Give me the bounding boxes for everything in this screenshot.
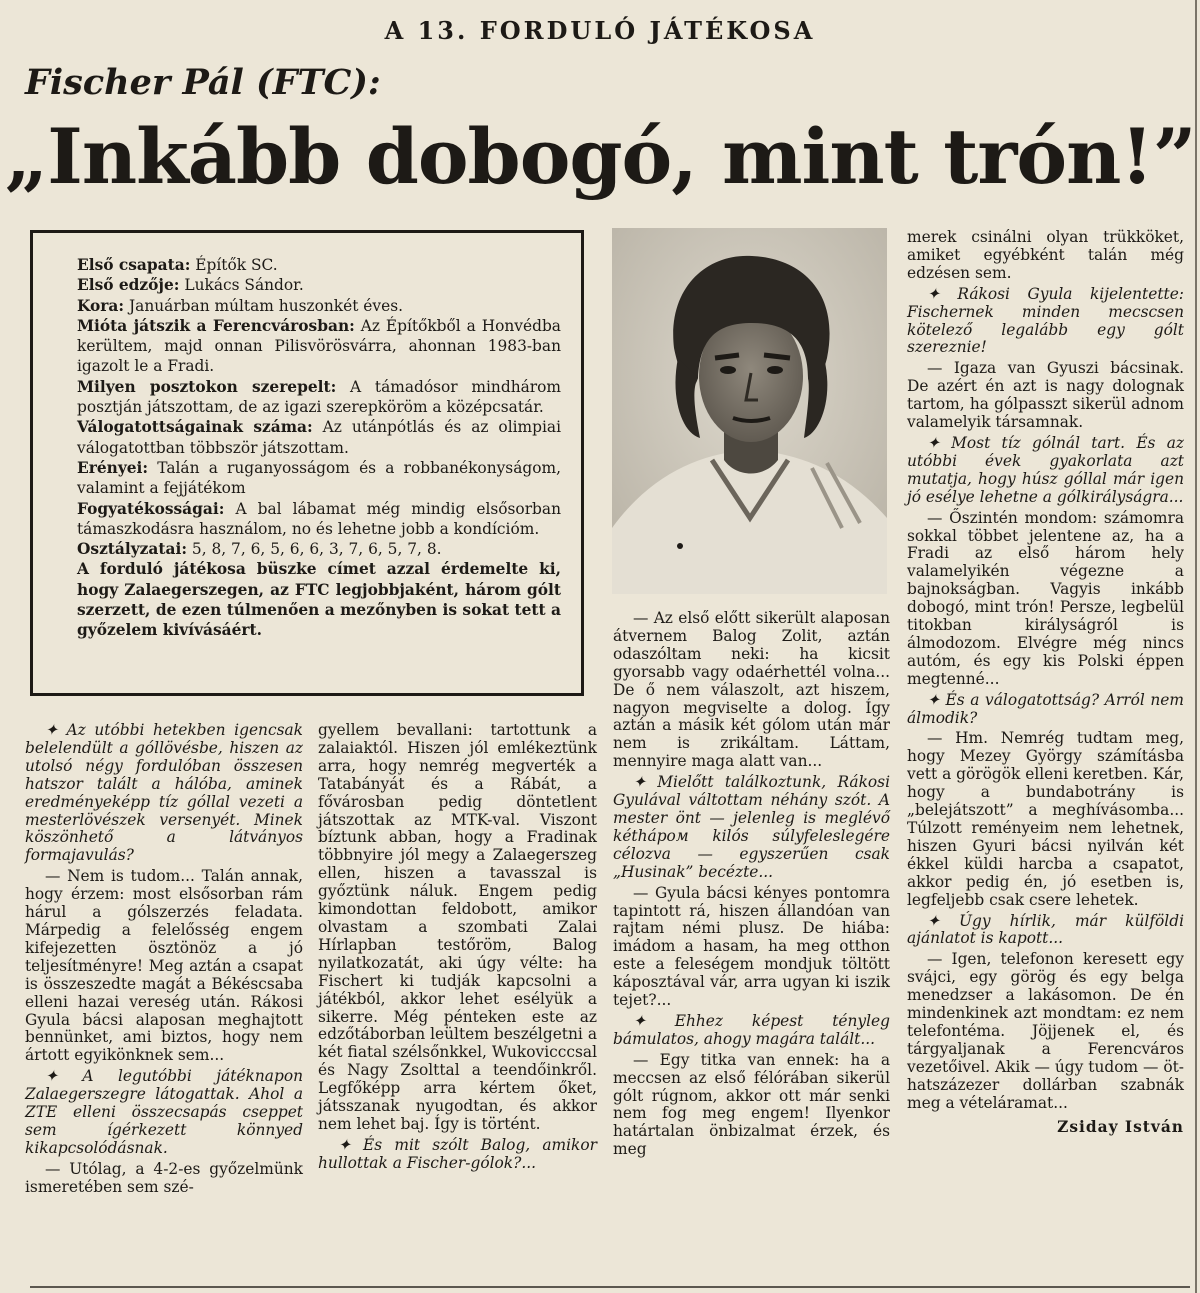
- profile-item-text: A bal lábamat még mindig elsősorban támaszkodásra használom, no és lehetne jobb a kondícióm.: [77, 499, 561, 538]
- profile-item: [77, 499, 561, 540]
- profile-item-text: Talán a ruganyosságom és a robbanékonyságom, valamint a fejjátékom: [77, 458, 561, 498]
- bleed-through-text: [870, 40, 894, 123]
- profile-item-label: Első csapata:: [77, 256, 191, 274]
- player-photo: [612, 228, 887, 594]
- portrait-image: [612, 228, 887, 594]
- question-paragraph: ✦ A legutóbbi játéknapon Zalaegerszegre látogattak. Ahol a ZTE elleni összecsapás cseppet sem ígérkezett könnyed kikapcsolódásnak.: [25, 1067, 303, 1157]
- profile-item-text: Januárban múltam huszonkét éves.: [124, 296, 404, 315]
- answer-paragraph: — Egy titka van ennek: ha a meccsen az első félórában sikerül gólt rúgnom, akkor ott már senki nem fog meg engem! Ilyenkor határtalan önbizalmat érzek, és meg: [613, 1050, 890, 1159]
- profile-item: [77, 255, 561, 275]
- question-paragraph: ✦ Mielőtt találkoztunk, Rákosi Gyulával váltottam néhány szót. A mester önt — jelenleg is meglévő kétháром kilós súlyfeleslegére célozva — egyszerűen csak „Husinak” becézte...: [613, 773, 890, 881]
- profile-item-text: A támadósor mindhárom posztján játszottam, de az igazi szerepköröm a középcsatár.: [77, 377, 561, 417]
- answer-paragraph: merek csinálni olyan trükköket, amiket egyébként talán még edzésen sem.: [907, 228, 1184, 282]
- profile-item: [77, 458, 561, 499]
- question-paragraph: ✦ Rákosi Gyula kijelentette: Fischernek minden mecscsen kötelező legalább egy gólt szereznie!: [907, 284, 1184, 357]
- question-paragraph: ✦ És a válogatottság? Arról nem álmodik?: [907, 690, 1184, 727]
- text-column-2: [318, 722, 597, 1176]
- profile-item: [77, 539, 561, 559]
- profile-closing: A forduló játékosa büszke címet azzal érdemelte ki, hogy Zalaegerszegen, az FTC legjobbjaként, három gólt szerzett, de ezen túlmenően a mezőnyben is sokat tett a győzelem kivívásáért.: [77, 560, 561, 640]
- profile-item-text: 5, 8, 7, 6, 5, 6, 6, 3, 7, 6, 5, 7, 8.: [187, 540, 442, 559]
- profile-item-label: Milyen posztokon szerepelt:: [77, 377, 337, 396]
- question-paragraph: ✦ Úgy hírlik, már külföldi ajánlatot is kapott...: [907, 911, 1184, 948]
- section-kicker: A 13. FORDULÓ JÁTÉKOSA: [384, 16, 816, 45]
- profile-item: [77, 296, 561, 316]
- profile-item: [77, 316, 561, 377]
- profile-item-text: Az utánpótlás és az olimpiai válogatottban többször játszottam.: [77, 418, 562, 457]
- answer-paragraph: gyellem bevallani: tartottunk a zalaiaktól. Hiszen jól emlékeztünk arra, hogy nemrég megverték a Tatabányát és a Rábát, a fővárosban pedig döntetlent játszottak az MTK-val. Viszont bíztunk abban, hogy a Fradinak többnyire jól megy a Zalaegerszeg ellen, hiszen a tavasszal is győztünk náluk. Engem pedig kimondottan feldobott, amikor olvastam a szombati Zalai Hírlapban testőröm, Balog nyilatkozatát, aki úgy vélte: ha Fischert ki tudják kapcsolni a játékból, akkor lehet esélyük a sikerre. Még pénteken este az edzőtáborban leültem beszélgetni a két fiatal szélsőnkkel, Wukovicccsal és Nagy Zsolttal a teendőinkről. Legfőképp arra kértem őket, játsszanak nyugodtan, és akkor nem lehet baj. Így is történt.: [318, 721, 597, 1133]
- profile-item-label: Kora:: [77, 296, 125, 315]
- profile-item-label: Erényei:: [77, 458, 149, 477]
- profile-item-label: Mióta játszik a Ferencvárosban:: [77, 316, 355, 335]
- profile-box: [30, 230, 584, 696]
- profile-item-text: Építők SC.: [190, 256, 278, 274]
- text-column-4: [907, 229, 1184, 1136]
- question-paragraph: ✦ És mit szólt Balog, amikor hullottak a Fischer-gólok?...: [318, 1135, 597, 1172]
- profile-item-label: Fogyatékosságai:: [77, 499, 225, 518]
- answer-paragraph: — Az első előtt sikerült alaposan átvernem Balog Zolit, aztán odaszóltam neki: ha kicsit gyorsabb vagy odaérhettél volna... De ő nem válaszolt, azt hiszem, nagyon megviselte a dolog. Így aztán a másik két gólom után már nem is zrikáltam. Láttam, mennyire maga alatt van...: [613, 609, 890, 771]
- person-heading: Fischer Pál (FTC):: [25, 62, 381, 103]
- profile-list: [77, 255, 561, 559]
- headline: „Inkább dobogó, mint trón!”: [4, 112, 1196, 201]
- answer-paragraph: — Őszintén mondom: számomra sokkal többet jelentene az, ha a Fradi az első három hely valamelyikén végezne a bajnokságban. Vagyis inkább dobogó, mint trón! Persze, legbelül titokban királyságról is álmodozom. Elvégre még nincs autóm, és egy kis Polski éppen megtenné...: [907, 508, 1184, 688]
- profile-item-text: Az Építőkből a Honvédba kerültem, majd onnan Pilisvörösvárra, ahonnan 1983-ban igazolt le a Fradi.: [77, 316, 561, 376]
- profile-item: [77, 417, 561, 458]
- author-signature: Zsiday István: [1057, 1117, 1184, 1136]
- text-column-1: [25, 722, 303, 1200]
- profile-item-text: Lukács Sándor.: [179, 276, 304, 295]
- answer-paragraph: — Utólag, a 4-2-es győzelmünk ismeretében sem szé-: [25, 1159, 303, 1196]
- profile-item-label: Első edzője:: [77, 276, 180, 295]
- answer-paragraph: — Igen, telefonon keresett egy svájci, egy görög és egy belga menedzser a lakásomon. De én mindenkinek azt mondtam: ez nem telefontéma. Jöjjenek el, és tárgyaljanak a Ferencváros vezetőivel. Akik — úgy tudom — öt-hatszázezer dollárban szabnák meg a vételáramat...: [907, 950, 1184, 1112]
- question-paragraph: ✦ Most tíz gólnál tart. És az utóbbi évek gyakorlata azt mutatja, hogy húsz góllal már igen jó esélye lehetne a gólkirályságra...: [907, 433, 1184, 506]
- profile-item-label: Válogatottságainak száma:: [77, 418, 313, 437]
- profile-item-label: Osztályzatai:: [77, 540, 188, 559]
- answer-paragraph: — Nem is tudom... Talán annak, hogy érzem: most elsősorban rám hárul a gólszerzés feladata. Márpedig a felelősség engem kifejezetten ösztönöz a jó teljesítményre! Meg aztán a csapat is összeszedte magát a Békéscsaba elleni hazai vereség után. Rákosi Gyula bácsi alaposan meghajtott bennünket, ami biztos, hogy nem ártott egyikönknek sem...: [25, 867, 303, 1065]
- answer-paragraph: — Igaza van Gyuszi bácsinak. De azért én azt is nagy dolognak tartom, ha gólpasszt sikerül adnom valamelyik társamnak.: [907, 359, 1184, 432]
- bottom-rule: [30, 1286, 1190, 1288]
- profile-item: [77, 377, 561, 418]
- text-column-3: [613, 610, 890, 1162]
- question-paragraph: ✦ Ehhez képest tényleg bámulatos, ahogy magára talált...: [613, 1011, 890, 1048]
- answer-paragraph: — Gyula bácsi kényes pontomra tapintott rá, hiszen állandóan van rajtam némi plusz. De hiába: imádom a hasam, ha meg otthon este a feleségem mondjuk töltött káposztával vár, arra ugyan ki iszik tejet?...: [613, 883, 890, 1010]
- question-paragraph: ✦ Az utóbbi hetekben igencsak belelendült a góllövésbe, hiszen az utolsó négy fordulóban összesen hatszor talált a hálóba, aminek eredményeképp tíz góllal vezeti a mesterlövészek versenyét. Minek köszönhető a látványos formajavulás?: [25, 721, 303, 865]
- answer-paragraph: — Hm. Nemrég tudtam meg, hogy Mezey György számításba vett a görögök elleni keretben. Kár, hogy a bundabotrány is „belejátszott” a meghívásomba... Túlzott reményeim nem lehetnek, hiszen Gyuri bácsi nyilván két ékkel küldi harcba a csapatot, akkor pedig én, jó esetben is, legfeljebb csak csere lehetek.: [907, 729, 1184, 909]
- profile-item: [77, 275, 561, 295]
